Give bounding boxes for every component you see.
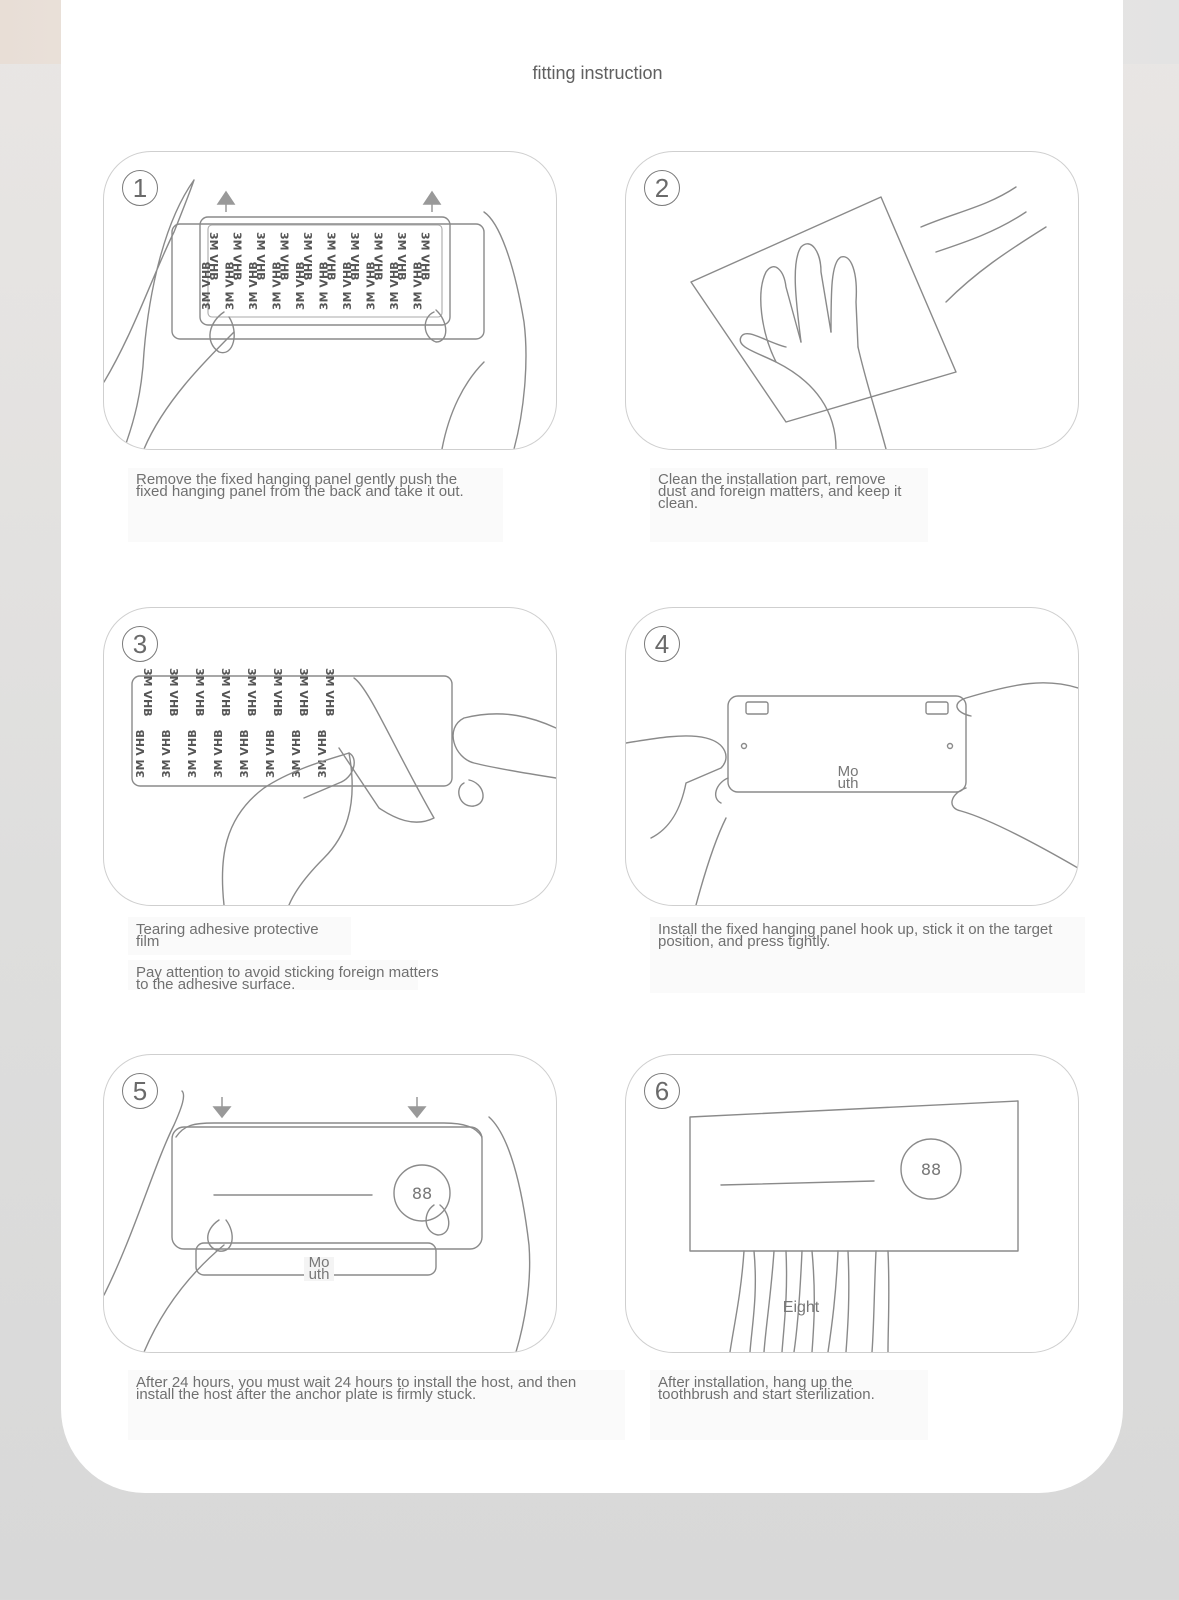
- tape-strip-label: 3M VHB: [301, 232, 314, 281]
- tape-strip-label: 3M VHB: [245, 668, 258, 717]
- tape-strip-label: 3M VHB: [247, 261, 260, 310]
- step-2-number: 2: [644, 170, 680, 206]
- tape-strip-label: 3M VHB: [160, 729, 173, 778]
- tape-strip-label: 3M VHB: [200, 261, 213, 310]
- tape-strip-label: 3M VHB: [371, 232, 385, 281]
- tape-strip-label: 3M VHB: [223, 261, 237, 310]
- tape-strip-label: 3M VHB: [316, 729, 329, 778]
- step-2-caption-line: clean.: [658, 495, 699, 512]
- tape-strip-label: 3M VHB: [167, 668, 180, 717]
- step-4-number: 4: [644, 626, 680, 662]
- step-4-overlay-line: Mo: [837, 763, 859, 780]
- step-4-illustration: [625, 607, 1079, 906]
- tape-strip-label: 3M VHB: [193, 668, 206, 717]
- step-5-overlay-line: uth: [308, 1266, 330, 1283]
- step-3-caption: [136, 921, 319, 950]
- step-3-caption-line: Tearing adhesive protective: [136, 921, 319, 938]
- tape-strip-label: 3M VHB: [364, 261, 378, 310]
- step-5-caption: [136, 1374, 577, 1403]
- step-6-number: 6: [644, 1073, 680, 1109]
- tape-strip-label: 3M VHB: [323, 668, 336, 717]
- tape-strip-label: 3M VHB: [207, 232, 220, 281]
- step-6-caption-line: After installation, hang up the: [658, 1374, 853, 1391]
- step-4-overlay-line: uth: [837, 775, 859, 792]
- tape-strip-label: 3M VHB: [270, 261, 284, 310]
- tape-strip-label: 3M VHB: [348, 232, 361, 281]
- tape-strip-label: 3M VHB: [141, 668, 154, 717]
- tape-strip-label: 3M VHB: [230, 232, 244, 281]
- tape-strip-label: 3M VHB: [294, 261, 307, 310]
- step-6-overlay-line: Eight: [782, 1299, 820, 1316]
- step-1-number: 1: [122, 170, 158, 206]
- tape-strip-label: 3M VHB: [134, 729, 147, 778]
- step-2-illustration: [625, 151, 1079, 450]
- tape-strip-label: 3M VHB: [297, 668, 310, 717]
- tape-strip-label: 3M VHB: [277, 232, 291, 281]
- tape-strip-label: 3M VHB: [290, 729, 303, 778]
- step-2-caption-line: dust and foreign matters, and keep it: [658, 483, 902, 500]
- step-4-caption-line: Install the fixed hanging panel hook up, stick it on the target: [658, 921, 1053, 938]
- svg-text:88: 88: [920, 1160, 942, 1179]
- tape-strip-label: 3M VHB: [341, 261, 354, 310]
- tape-strip-label: 3M VHB: [264, 729, 277, 778]
- step-6-overlay-label: [776, 1300, 826, 1316]
- step-6-caption-line: toothbrush and start sterilization.: [658, 1386, 875, 1403]
- step-1-caption-line: fixed hanging panel from the back and take it out.: [136, 483, 464, 500]
- step-1-caption: [136, 471, 464, 500]
- step-5-overlay-line: Mo: [308, 1254, 330, 1271]
- page-title: fitting instruction: [532, 63, 663, 83]
- tape-strip-label: 3M VHB: [418, 232, 432, 281]
- step-3-illustration: [103, 607, 557, 906]
- step-5-number: 5: [122, 1073, 158, 1109]
- step-6-illustration: [625, 1054, 1079, 1353]
- step-3-note-line: to the adhesive surface.: [136, 976, 296, 993]
- tape-strip-label: 3M VHB: [388, 261, 401, 310]
- tape-strip-label: 3M VHB: [238, 729, 251, 778]
- step-5-caption-line: After 24 hours, you must wait 24 hours to install the host, and then: [136, 1374, 577, 1391]
- svg-text:88: 88: [411, 1184, 433, 1203]
- tape-strip-label: 3M VHB: [212, 729, 225, 778]
- step-3-caption-line: film: [136, 933, 160, 950]
- step-1-caption-line: Remove the fixed hanging panel gently push the: [136, 471, 458, 488]
- step-5-overlay-label: [304, 1254, 334, 1283]
- tape-strip-label: 3M VHB: [324, 232, 338, 281]
- tape-strip-label: 3M VHB: [395, 232, 408, 281]
- tape-strip-label: 3M VHB: [219, 668, 232, 717]
- tape-strip-label: 3M VHB: [271, 668, 284, 717]
- step-5-illustration: [103, 1054, 557, 1353]
- tape-strip-label: 3M VHB: [411, 261, 425, 310]
- step-6-caption: [658, 1374, 875, 1403]
- step-3-note: [136, 964, 439, 993]
- step-5-caption-line: install the host after the anchor plate is firmly stuck.: [136, 1386, 477, 1403]
- tape-strip-label: 3M VHB: [317, 261, 331, 310]
- tape-strip-label: 3M VHB: [254, 232, 267, 281]
- step-3-number: 3: [122, 626, 158, 662]
- step-4-caption: [658, 921, 1053, 950]
- step-4-overlay-label: [833, 763, 863, 792]
- step-1-illustration: [103, 151, 557, 450]
- tape-strip-label: 3M VHB: [186, 729, 199, 778]
- step-3-note-line: Pay attention to avoid sticking foreign matters: [136, 964, 439, 981]
- step-2-caption: [658, 471, 902, 512]
- step-2-caption-line: Clean the installation part, remove: [658, 471, 886, 488]
- step-4-caption-line: position, and press tightly.: [658, 933, 831, 950]
